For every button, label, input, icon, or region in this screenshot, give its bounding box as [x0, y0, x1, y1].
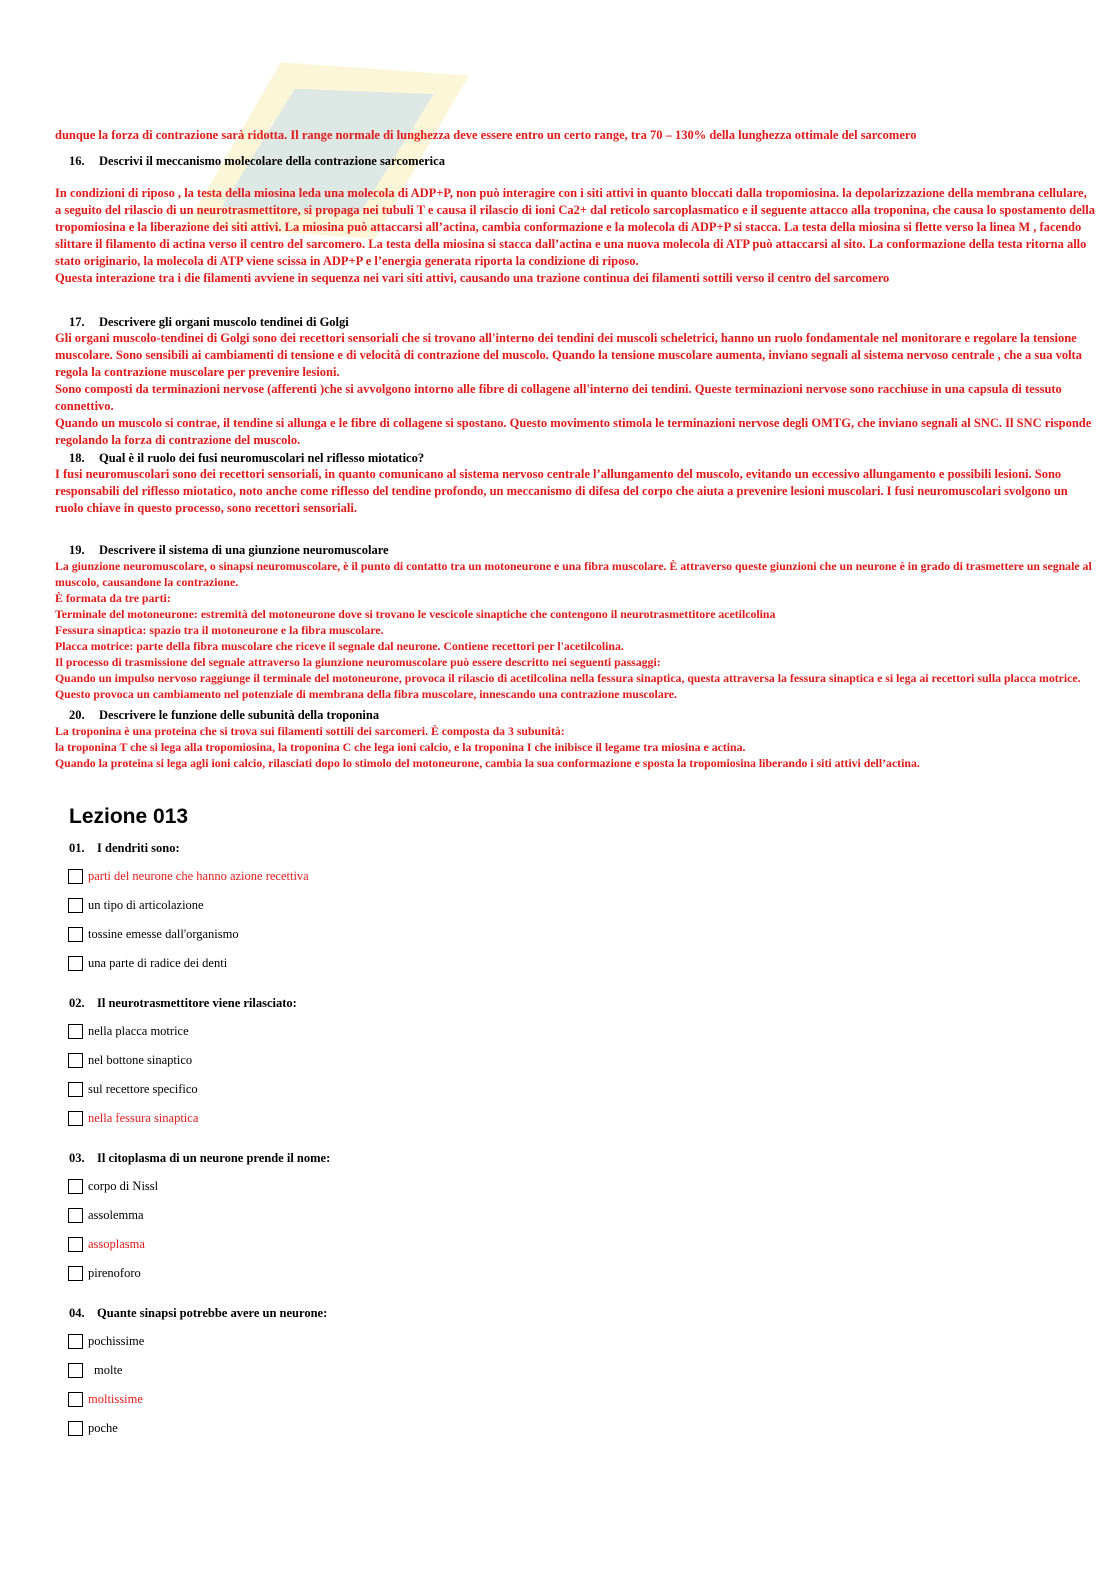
checkbox[interactable]	[68, 898, 83, 913]
mc-question-01	[55, 841, 1095, 978]
checkbox[interactable]	[68, 1082, 83, 1097]
question-number: 01.	[69, 841, 85, 855]
checkbox[interactable]	[68, 1392, 83, 1407]
answer-option[interactable]	[55, 920, 1095, 949]
option-label: pirenoforo	[88, 1266, 141, 1280]
answer-paragraph: In condizioni di riposo , la testa della miosina leda una molecola di ADP+P, non può interagire con i siti attivi in quanto bloccati dalla tropomiosina. la depolarizzazione della membrana cellulare, a seguito del rilascio di un neurotrasmettitore, si propaga nei tubuli T e causa il rilascio di ioni Ca2+ dal reticolo sarcoplasmatico e il seguente attacco alla troponina, che causa lo spostamento della tropomiosina e la liberazione dei siti attivi. La miosina può attaccarsi all’actina, cambia conformazione e la molecola di ADP+P si stacca. La testa della miosina si flette verso la linea M , facendo slittare il filamento di actina verso il centro del sarcomero. La testa della miosina si stacca dall’actina e una nuova molecola di ATP può attaccarsi al sito. La conformazione della testa ritorna allo stato originario, la molecola di ATP viene scissa in ADP+P e l’energia generata riporta la condizione di riposo.	[55, 186, 1095, 268]
question-number: 02.	[69, 996, 85, 1010]
answer-paragraph: Quando un impulso nervoso raggiunge il terminale del motoneurone, provoca il rilascio di acetilcolina nella fessura sinaptica, questa attraversa la fessura sinaptica e si lega ai recettori sulla placca motrice.	[55, 671, 1081, 685]
option-label: moltissime	[88, 1392, 143, 1406]
question-number: 18.	[69, 451, 85, 465]
answer-paragraph: Sono composti da terminazioni nervose (afferenti )che si avvolgono intorno alle fibre di collagene all'interno dei tendini. Queste terminazioni nervose sono racchiuse in una capsula di tessuto connettivo.	[55, 382, 1062, 413]
open-question-18	[55, 451, 1095, 517]
answer-paragraph: È formata da tre parti:	[55, 591, 171, 605]
question-number: 19.	[69, 543, 85, 557]
answer-option[interactable]	[55, 1075, 1095, 1104]
answer-paragraph: Quando un muscolo si contrae, il tendine si allunga e le fibre di collagene si spostano. Questo movimento stimola le terminazioni nervose degli OMTG, che inviano segnali al SNC. Il SNC risponde regolando la forza di contrazione del muscolo.	[55, 416, 1092, 447]
option-label: un tipo di articolazione	[88, 898, 204, 912]
question-title: Qual è il ruolo dei fusi neuromuscolari nel riflesso miotatico?	[99, 451, 425, 465]
question-title: Descrivi il meccanismo molecolare della contrazione sarcomerica	[99, 154, 445, 168]
checkbox[interactable]	[68, 1334, 83, 1349]
question-number: 17.	[69, 315, 85, 329]
option-label: sul recettore specifico	[88, 1082, 198, 1096]
option-label: assoplasma	[88, 1237, 145, 1251]
answer-paragraph: Gli organi muscolo-tendinei di Golgi sono dei recettori sensoriali che si trovano all'interno dei tendini dei muscoli scheletrici, hanno un ruolo fondamentale nel monitorare e regolare la tensione muscolare. Sono sensibili ai cambiamenti di tensione e di velocità di contrazione del muscolo. Quando la tensione muscolare aumenta, inviano segnali al sistema nervoso centrale , che a sua volta regola la contrazione muscolare per prevenire lesioni.	[55, 331, 1082, 379]
document-page	[55, 127, 1095, 1443]
answer-option[interactable]	[55, 1414, 1095, 1443]
answer-option[interactable]	[55, 1259, 1095, 1288]
option-label: una parte di radice dei denti	[88, 956, 228, 970]
answer-paragraph: Il processo di trasmissione del segnale attraverso la giunzione neuromuscolare può essere descritto nei seguenti passaggi:	[55, 655, 661, 669]
lesson-title: Lezione 013	[69, 805, 189, 828]
answer-option[interactable]	[55, 891, 1095, 920]
option-label: parti del neurone che hanno azione recettiva	[88, 869, 309, 883]
answer-option[interactable]	[55, 1046, 1095, 1075]
mc-question-02	[55, 996, 1095, 1133]
open-question-20	[55, 708, 1095, 771]
option-label: corpo di Nissl	[88, 1179, 159, 1193]
question-number: 20.	[69, 708, 85, 722]
answer-paragraph: Placca motrice: parte della fibra muscolare che riceve il segnale dal neurone. Contiene recettori per l'acetilcolina.	[55, 639, 624, 653]
answer-paragraph: Questo provoca un cambiamento nel potenziale di membrana della fibra muscolare, innescando una contrazione muscolare.	[55, 687, 677, 701]
checkbox[interactable]	[68, 1053, 83, 1068]
lesson-section	[55, 805, 1095, 829]
answer-option[interactable]	[55, 1201, 1095, 1230]
answer-option[interactable]	[55, 1327, 1095, 1356]
answer-option[interactable]	[55, 1017, 1095, 1046]
question-text: Il citoplasma di un neurone prende il nome:	[97, 1151, 331, 1165]
option-label: poche	[88, 1421, 118, 1435]
answer-paragraph: Fessura sinaptica: spazio tra il motoneurone e la fibra muscolare.	[55, 623, 384, 637]
question-number: 03.	[69, 1151, 85, 1165]
checkbox[interactable]	[68, 1024, 83, 1039]
checkbox[interactable]	[68, 956, 83, 971]
answer-option[interactable]	[55, 862, 1095, 891]
checkbox[interactable]	[68, 1421, 83, 1436]
option-label: nel bottone sinaptico	[88, 1053, 193, 1067]
intro-line: dunque la forza di contrazione sarà ridotta. Il range normale di lunghezza deve essere entro un certo range, tra 70 – 130% della lunghezza ottimale del sarcomero	[55, 128, 917, 142]
question-number: 16.	[69, 154, 85, 168]
question-text: I dendriti sono:	[97, 841, 180, 855]
answer-paragraph: la troponina T che si lega alla tropomiosina, la troponina C che lega ioni calcio, e la troponina I che inibisce il legame tra miosina e actina.	[55, 740, 746, 754]
option-label: pochissime	[88, 1334, 145, 1348]
answer-option[interactable]	[55, 1230, 1095, 1259]
question-text: Il neurotrasmettitore viene rilasciato:	[97, 996, 297, 1010]
answer-option[interactable]	[55, 1385, 1095, 1414]
question-number: 04.	[69, 1306, 85, 1320]
answer-option[interactable]	[55, 949, 1095, 978]
checkbox[interactable]	[68, 927, 83, 942]
question-title: Descrivere gli organi muscolo tendinei di Golgi	[99, 315, 349, 329]
open-question-17	[55, 315, 1095, 449]
mc-question-04	[55, 1306, 1095, 1443]
question-title: Descrivere le funzione delle subunità della troponina	[99, 708, 380, 722]
answer-paragraph: I fusi neuromuscolari sono dei recettori sensoriali, in quanto comunicano al sistema nervoso centrale l’allungamento del muscolo, evitando un eccessivo allungamento e possibili lesioni. Sono responsabili del riflesso miotatico, noto anche come riflesso del tendine profondo, un meccanismo di difesa del corpo che aiuta a prevenire lesioni muscolari. I fusi neuromuscolari svolgono un ruolo chiave in questo processo, sono recettori sensoriali.	[55, 467, 1068, 515]
mc-question-03	[55, 1151, 1095, 1288]
answer-paragraph: Terminale del motoneurone: estremità del motoneurone dove si trovano le vescicole sinaptiche che contengono il neurotrasmettitore acetilcolina	[55, 607, 776, 621]
checkbox[interactable]	[68, 1179, 83, 1194]
answer-option[interactable]	[55, 1172, 1095, 1201]
checkbox[interactable]	[68, 1266, 83, 1281]
option-label: tossine emesse dall'organismo	[88, 927, 239, 941]
answer-paragraph: La troponina è una proteina che si trova sui filamenti sottili dei sarcomeri. È composta da 3 subunità:	[55, 724, 565, 738]
open-question-16	[55, 154, 1095, 287]
question-text: Quante sinapsi potrebbe avere un neurone:	[97, 1306, 328, 1320]
option-label: molte	[94, 1363, 123, 1377]
checkbox[interactable]	[68, 1111, 83, 1126]
option-label: assolemma	[88, 1208, 144, 1222]
checkbox[interactable]	[68, 1237, 83, 1252]
checkbox[interactable]	[68, 869, 83, 884]
checkbox[interactable]	[68, 1208, 83, 1223]
checkbox[interactable]	[68, 1363, 83, 1378]
answer-option[interactable]	[55, 1104, 1095, 1133]
option-label: nella fessura sinaptica	[88, 1111, 199, 1125]
answer-paragraph: Questa interazione tra i die filamenti avviene in sequenza nei vari siti attivi, causando una trazione continua dei filamenti sottili verso il centro del sarcomero	[55, 271, 890, 285]
answer-paragraph: La giunzione neuromuscolare, o sinapsi neuromuscolare, è il punto di contatto tra un motoneurone e una fibra muscolare. È attraverso queste giunzioni che un neurone è in grado di trasmettere un segnale al muscolo, causandone la contrazione.	[55, 559, 1092, 589]
answer-paragraph: Quando la proteina si lega agli ioni calcio, rilasciati dopo lo stimolo del motoneurone, cambia la sua conformazione e sposta la tropomiosina liberando i siti attivi dell’actina.	[55, 756, 920, 770]
option-label: nella placca motrice	[88, 1024, 189, 1038]
answer-option[interactable]	[55, 1356, 1095, 1385]
open-question-19	[55, 543, 1095, 702]
question-title: Descrivere il sistema di una giunzione neuromuscolare	[99, 543, 389, 557]
